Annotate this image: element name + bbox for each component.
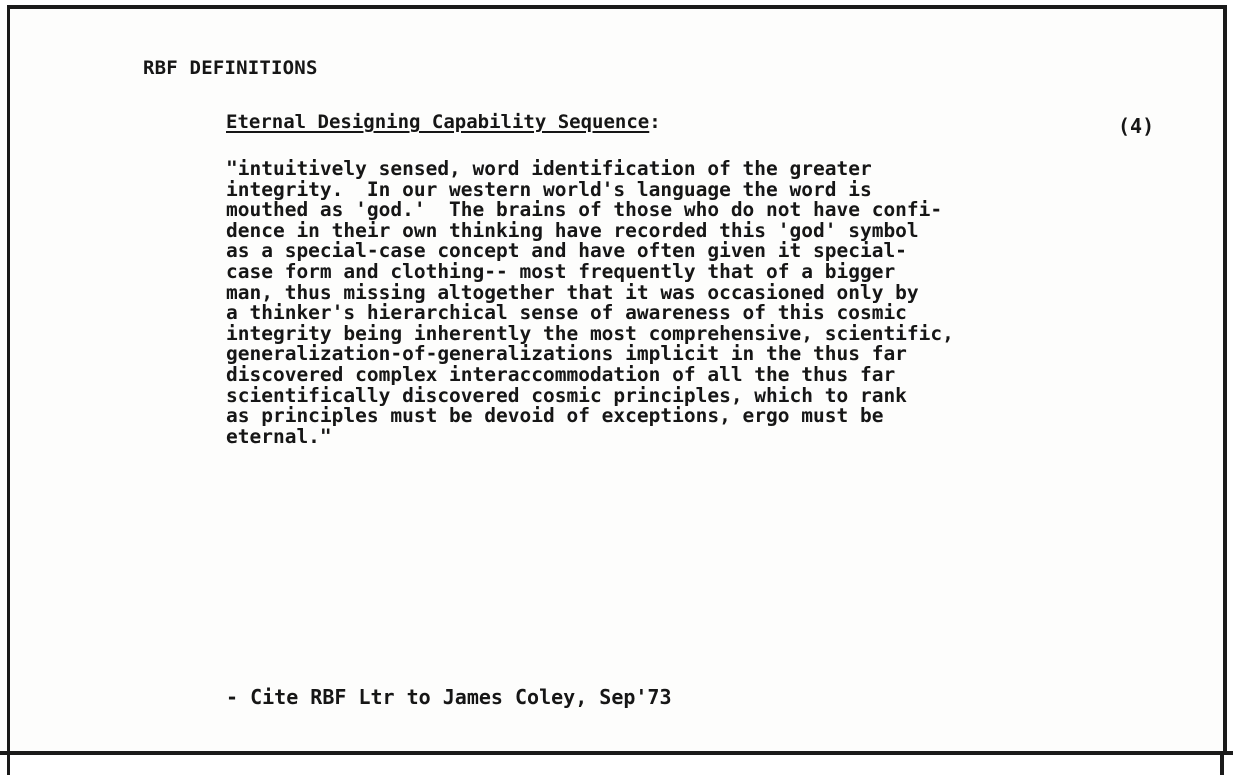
definition-line: integrity being inherently the most comprehensive, scientific,	[226, 321, 954, 345]
definition-line: discovered complex interaccommodation of all the thus far	[226, 362, 896, 386]
definition-line: case form and clothing-- most frequently that of a bigger	[226, 259, 896, 283]
definition-line: "intuitively sensed, word identification of the greater	[226, 157, 872, 180]
definition-line: scientifically discovered cosmic principles, which to rank	[226, 383, 907, 407]
definition-line: as principles must be devoid of exceptions, ergo must be	[226, 404, 884, 428]
citation: - Cite RBF Ltr to James Coley, Sep'73	[226, 685, 672, 709]
definition-term-row	[226, 111, 661, 133]
card-right-edge	[1220, 755, 1224, 775]
definition-line: man, thus missing altogether that it was occasioned only by	[226, 280, 919, 304]
definition-line: dence in their own thinking have recorded this 'god' symbol	[226, 218, 919, 242]
card-bottom-rule	[0, 751, 1233, 755]
index-card	[7, 5, 1227, 753]
definition-line: generalization-of-generalizations implicit in the thus far	[226, 342, 907, 366]
definition-line: mouthed as 'god.' The brains of those who do not have confi-	[226, 198, 943, 222]
definition-term-colon: :	[649, 111, 661, 133]
definition-line: eternal."	[226, 424, 332, 448]
definition-line: a thinker's hierarchical sense of awareness of this cosmic	[226, 301, 907, 325]
card-header-title: RBF DEFINITIONS	[143, 57, 318, 79]
definition-line: as a special-case concept and have often given it special-	[226, 239, 907, 263]
definition-text	[226, 159, 954, 447]
definition-line: integrity. In our western world's language the word is	[226, 177, 872, 201]
card-number: (4)	[1118, 114, 1155, 138]
card-left-edge	[7, 755, 10, 775]
definition-term: Eternal Designing Capability Sequence	[226, 111, 650, 133]
